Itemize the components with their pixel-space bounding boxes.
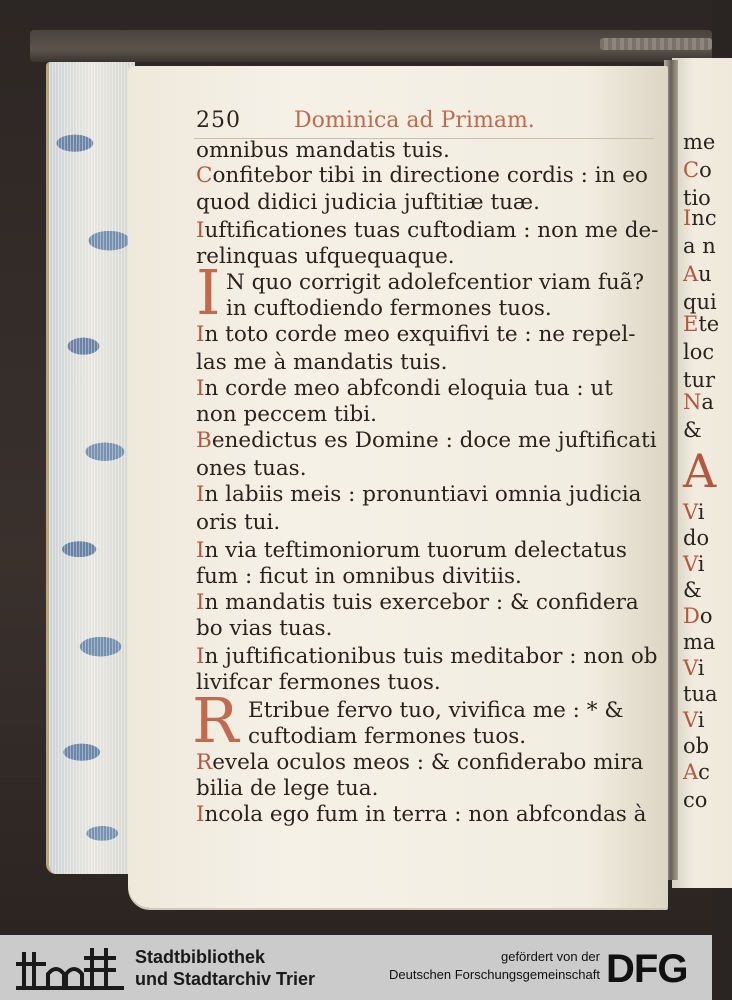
text-line — [196, 510, 280, 535]
rubric-initial: C — [196, 163, 213, 188]
dfg-logo: DFG — [606, 947, 688, 991]
line-text: i — [697, 552, 705, 576]
library-name-line1: Stadtbibliothek — [135, 947, 265, 967]
line-text: i — [697, 500, 705, 524]
text-line — [196, 428, 657, 453]
line-text: bilia de lege tua. — [196, 776, 379, 801]
line-text: N quo corrigit adolefcentior viam fuã? — [226, 270, 645, 295]
text-line — [196, 218, 658, 243]
right-page-line — [683, 262, 712, 286]
book-clasp-strap — [600, 38, 712, 50]
text-line — [196, 590, 639, 615]
line-text: tur — [683, 368, 716, 392]
rubric-initial: I — [196, 322, 205, 347]
line-text: co — [683, 788, 708, 812]
rubric-initial: I — [196, 538, 205, 563]
text-line — [196, 402, 377, 427]
right-page-line — [683, 526, 709, 550]
right-page-line — [683, 340, 714, 364]
line-text: quod didici judicia juftitiæ tuæ. — [196, 190, 540, 215]
text-line — [248, 698, 623, 723]
text-line — [196, 482, 642, 507]
line-text: enedictus es Domine : doce me juftificati — [211, 428, 657, 453]
rubric-initial: I — [196, 482, 205, 507]
line-text: ncola ego fum in terra : non abfcondas à — [204, 802, 647, 827]
text-line — [226, 270, 644, 295]
line-text: in cuftodiendo fermones tuos. — [226, 296, 552, 321]
rubric-initial: A — [683, 760, 699, 784]
page-number: 250 — [196, 108, 241, 133]
drop-cap-i: I — [196, 256, 221, 329]
text-line — [196, 350, 447, 375]
rubric-initial: A — [683, 444, 717, 498]
right-page-line — [683, 290, 717, 314]
line-text: bo vias tuas. — [196, 616, 333, 641]
line-text: i — [697, 708, 705, 732]
line-text: c — [698, 760, 710, 784]
text-line — [196, 244, 455, 269]
right-page-line — [683, 630, 715, 654]
rubric-initial: V — [683, 708, 698, 732]
rubric-initial: E — [683, 312, 699, 336]
page-header — [196, 108, 535, 133]
line-text: tua — [683, 682, 718, 706]
line-text: me — [683, 130, 716, 154]
rubric-initial: B — [196, 428, 212, 453]
right-page-line — [683, 708, 705, 732]
line-text: u — [698, 262, 712, 286]
running-title: Dominica ad Primam. — [294, 108, 535, 133]
rubric-initial: D — [683, 604, 700, 628]
rubric-initial: I — [196, 376, 205, 401]
text-line — [196, 163, 648, 188]
right-page-line — [683, 444, 716, 498]
line-text: Etribue fervo tuo, vivifica me : * & — [248, 698, 624, 723]
right-page-line — [683, 578, 702, 602]
line-text: te — [698, 312, 720, 336]
text-line — [196, 456, 307, 481]
text-line — [196, 138, 450, 163]
line-text: oris tui. — [196, 510, 281, 535]
funding-note-line2: Deutschen Forschungsgemeinschaft — [388, 967, 600, 982]
right-page-line — [683, 500, 705, 524]
right-page-line — [683, 418, 702, 442]
text-line — [226, 296, 552, 321]
text-line — [196, 644, 658, 669]
rubric-initial: A — [683, 262, 699, 286]
text-line — [196, 750, 643, 775]
line-text: uftificationes tuas cuftodiam : non me de- — [204, 218, 659, 243]
rubric-initial: V — [683, 552, 698, 576]
line-text: o — [699, 604, 713, 628]
line-text: tio — [683, 186, 711, 210]
line-text: livifcar fermones tuos. — [196, 670, 441, 695]
rubric-initial: I — [196, 802, 205, 827]
line-text: nc — [691, 206, 717, 230]
line-text: ones tuas. — [196, 456, 307, 481]
line-text: qui — [683, 290, 717, 314]
line-text: i — [697, 656, 705, 680]
line-text: n mandatis tuis exercebor : & confidera — [204, 590, 639, 615]
line-text: n juftificationibus tuis meditabor : non ob — [204, 644, 658, 669]
right-page-line — [683, 604, 713, 628]
drop-cap-r: R — [192, 684, 239, 757]
line-text: fum : ficut in omnibus divitiis. — [196, 564, 522, 589]
library-name-line2: und Stadtarchiv Trier — [135, 969, 316, 989]
rubric-initial: I — [196, 644, 205, 669]
right-page-line — [683, 368, 715, 392]
line-text: & — [683, 418, 702, 442]
rubric-initial: R — [196, 750, 213, 775]
rubric-initial: V — [683, 500, 698, 524]
right-page-line — [683, 656, 705, 680]
line-text: a — [701, 390, 714, 414]
line-text: non peccem tibi. — [196, 402, 377, 427]
rubric-initial: V — [683, 656, 698, 680]
right-page-line — [683, 390, 714, 414]
rubric-initial: I — [683, 206, 692, 230]
right-page-line — [683, 312, 719, 336]
line-text: onfitebor tibi in directione cordis : in eo — [212, 163, 648, 188]
line-text: ob — [683, 734, 710, 758]
line-text: evela oculos meos : & confiderabo mira — [212, 750, 644, 775]
line-text: do — [683, 526, 710, 550]
line-text: o — [699, 158, 712, 182]
text-line — [196, 564, 522, 589]
text-line — [196, 616, 332, 641]
rubric-initial: C — [683, 158, 700, 182]
line-text: loc — [683, 340, 715, 364]
marbled-page-edges — [46, 62, 135, 874]
rubric-initial: I — [196, 218, 205, 243]
line-text: n toto corde meo exquifivi te : ne repel- — [204, 322, 636, 347]
right-page-line — [683, 158, 712, 182]
text-line — [196, 538, 627, 563]
funding-note-line1: gefördert von der — [500, 949, 600, 964]
right-page-line — [683, 552, 705, 576]
line-text: & — [683, 578, 702, 602]
library-logo-icon — [14, 944, 126, 992]
text-line — [196, 376, 613, 401]
line-text: cuftodiam fermones tuos. — [248, 724, 527, 749]
right-page-line — [683, 760, 710, 784]
line-text: ma — [683, 630, 716, 654]
line-text: n via teftimoniorum tuorum delectatus — [204, 538, 627, 563]
text-line — [196, 322, 636, 347]
right-page-line — [683, 130, 715, 154]
line-text: a n — [683, 234, 716, 258]
right-page-line — [683, 682, 717, 706]
line-text: las me à mandatis tuis. — [196, 350, 448, 375]
rubric-initial: N — [683, 390, 702, 414]
right-page-line — [683, 788, 707, 812]
funding-note — [389, 948, 600, 984]
text-line — [196, 190, 540, 215]
right-page-line — [683, 234, 716, 258]
text-line — [196, 802, 646, 827]
right-page-line — [683, 206, 717, 230]
rubric-initial: I — [196, 590, 205, 615]
right-page-line — [683, 734, 709, 758]
text-line — [248, 724, 526, 749]
library-name — [135, 946, 315, 990]
text-line — [196, 776, 378, 801]
line-text: relinquas ufquequaque. — [196, 244, 455, 269]
line-text: n labiis meis : pronuntiavi omnia judicia — [204, 482, 642, 507]
line-text: omnibus mandatis tuis. — [196, 138, 450, 163]
line-text: n corde meo abfcondi eloquia tua : ut — [204, 376, 613, 401]
